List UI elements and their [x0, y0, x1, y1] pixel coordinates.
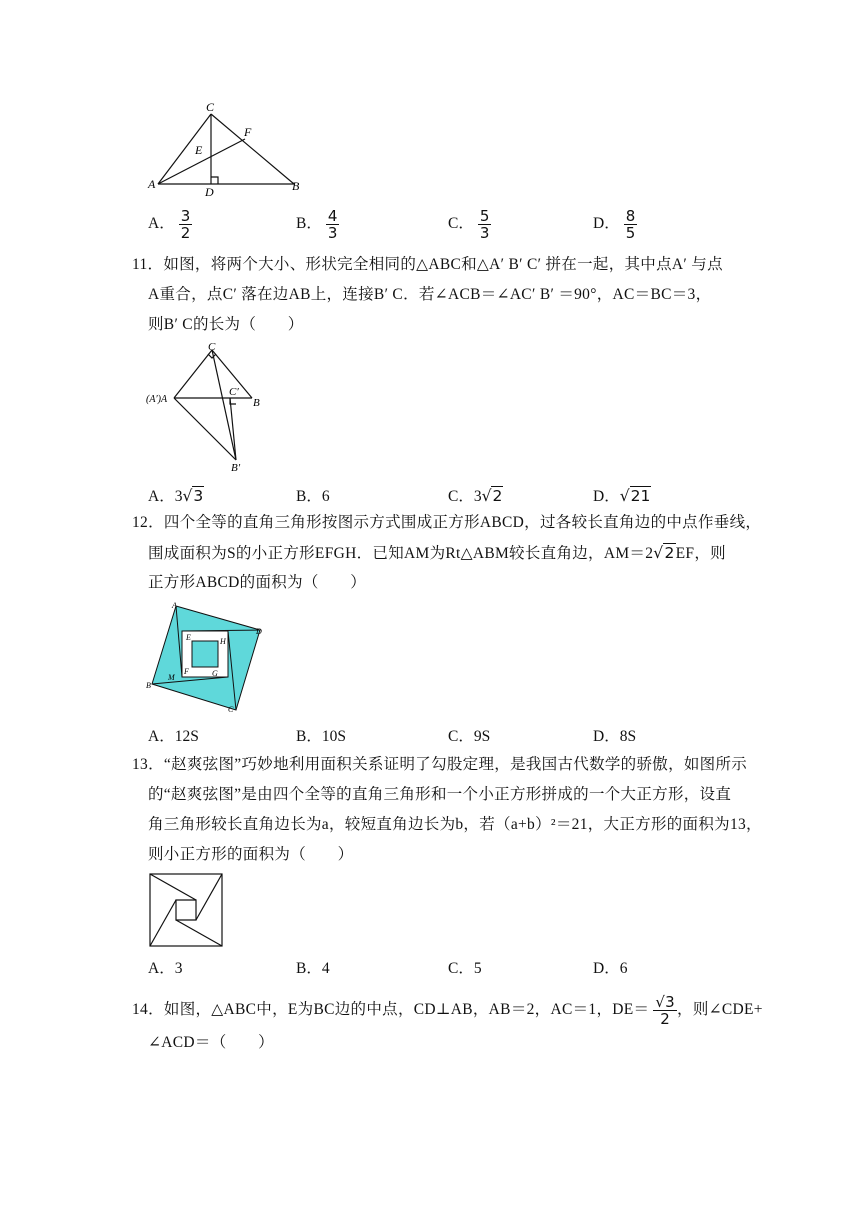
q13-option-d[interactable]: D．6: [593, 960, 628, 977]
fig11-label-Cp: C′: [229, 386, 239, 398]
q11-text-line3: 则B′ C的长为（ ）: [148, 316, 304, 333]
q11-text-line2: A重合，点C′ 落在边AB上，连接B′ C．若∠ACB＝∠AC′ B′ ＝90°，AC＝BC＝3，: [148, 286, 712, 303]
q10-option-b-fraction: $\frac{4}{3}$: [327, 207, 338, 242]
figure-q11-triangles: [140, 340, 270, 475]
q12-option-b[interactable]: B．10S: [296, 728, 346, 745]
q13-text-line2: 的“赵爽弦图”是由四个全等的直角三角形和一个小正方形拼成的一个大正方形，设直: [148, 786, 732, 803]
fig12-label-G: G: [212, 669, 218, 678]
q13-option-a[interactable]: A．3: [148, 960, 183, 977]
fig12-label-E: E: [186, 633, 191, 642]
fig12-label-A: A: [172, 601, 177, 610]
fig10-label-F: F: [244, 125, 252, 139]
fig11-label-A: (A′)A: [146, 394, 168, 405]
fig12-label-M: M: [168, 673, 175, 682]
q11-option-c-sqrt: √2: [481, 487, 503, 505]
fig12-label-H: H: [220, 637, 226, 646]
q10-option-d-fraction: $\frac{8}{5}$: [625, 207, 636, 242]
q13-text-line3: 角三角形较长直角边长为a，较短直角边长为b，若（a+b）²＝21，大正方形的面积为13，: [148, 816, 762, 833]
q11-option-d[interactable]: D．√21: [593, 487, 651, 505]
q11-option-c[interactable]: C．3√2: [448, 487, 503, 505]
q13-option-c[interactable]: C．5: [448, 960, 482, 977]
q12-text-line2: 围成面积为S的小正方形EFGH．已知AM为Rt△ABM较长直角边，AM＝2√2EF，则: [148, 544, 726, 562]
q12-option-d[interactable]: D．8S: [593, 728, 637, 745]
fig10-label-B: B: [292, 179, 300, 193]
q13-text-line4: 则小正方形的面积为（ ）: [148, 846, 354, 863]
fig12-label-B: B: [146, 681, 151, 690]
q14-text-line1: 14．如图，△ABC中，E为BC边的中点，CD⊥AB，AB＝2，AC＝1，DE＝ $\frac{√3}{2}$ ，则∠CDE+: [132, 992, 763, 1028]
q11-option-b[interactable]: B．6: [296, 488, 330, 505]
q11-option-a-sqrt: √3: [182, 487, 204, 505]
fig12-label-F: F: [184, 667, 189, 676]
q10-option-a[interactable]: A． $\frac{3}{2}$: [148, 207, 191, 242]
figure-q10-triangle: [140, 98, 310, 198]
q10-option-d[interactable]: D． $\frac{8}{5}$: [593, 207, 636, 242]
q11-option-a[interactable]: A．3√3: [148, 487, 204, 505]
q10-option-c[interactable]: C． $\frac{5}{3}$: [448, 207, 490, 242]
fig11-label-Bp: B′: [231, 462, 241, 474]
q14-fraction: $\frac{√3}{2}$: [655, 992, 676, 1028]
figure-q12-squares: [140, 598, 270, 716]
fig11-label-C: C: [208, 341, 216, 353]
fig10-label-A: A: [148, 177, 156, 191]
q11-option-d-sqrt: √21: [619, 487, 651, 505]
q13-option-b[interactable]: B．4: [296, 960, 330, 977]
q11-text-line1: 11．如图，将两个大小、形状完全相同的△ABC和△A′ B′ C′ 拼在一起，其中点A′ 与点: [132, 256, 723, 273]
q12-sqrt: √2: [653, 544, 675, 562]
q12-text-line1: 12．四个全等的直角三角形按图示方式围成正方形ABCD，过各较长直角边的中点作垂线，: [132, 514, 762, 531]
q12-option-a[interactable]: A．12S: [148, 728, 199, 745]
q13-text-line1: 13．“赵爽弦图”巧妙地利用面积关系证明了勾股定理，是我国古代数学的骄傲，如图所示: [132, 756, 748, 773]
q10-option-b[interactable]: B． $\frac{4}{3}$: [296, 207, 338, 242]
q14-text-line2: ∠ACD＝（ ）: [148, 1034, 274, 1051]
fig12-label-C: C: [228, 705, 234, 714]
q10-option-c-fraction: $\frac{5}{3}$: [479, 207, 490, 242]
fig12-label-D: D: [256, 627, 262, 636]
fig10-label-C: C: [206, 100, 215, 114]
q12-text-line3: 正方形ABCD的面积为（ ）: [148, 574, 367, 591]
fig10-label-D: D: [205, 185, 214, 198]
q12-option-c[interactable]: C．9S: [448, 728, 491, 745]
fig10-label-E: E: [195, 143, 203, 157]
q10-option-a-fraction: $\frac{3}{2}$: [180, 207, 191, 242]
fig11-label-B: B: [253, 397, 260, 409]
figure-q13-zhao-shuang-diagram: [148, 872, 226, 948]
